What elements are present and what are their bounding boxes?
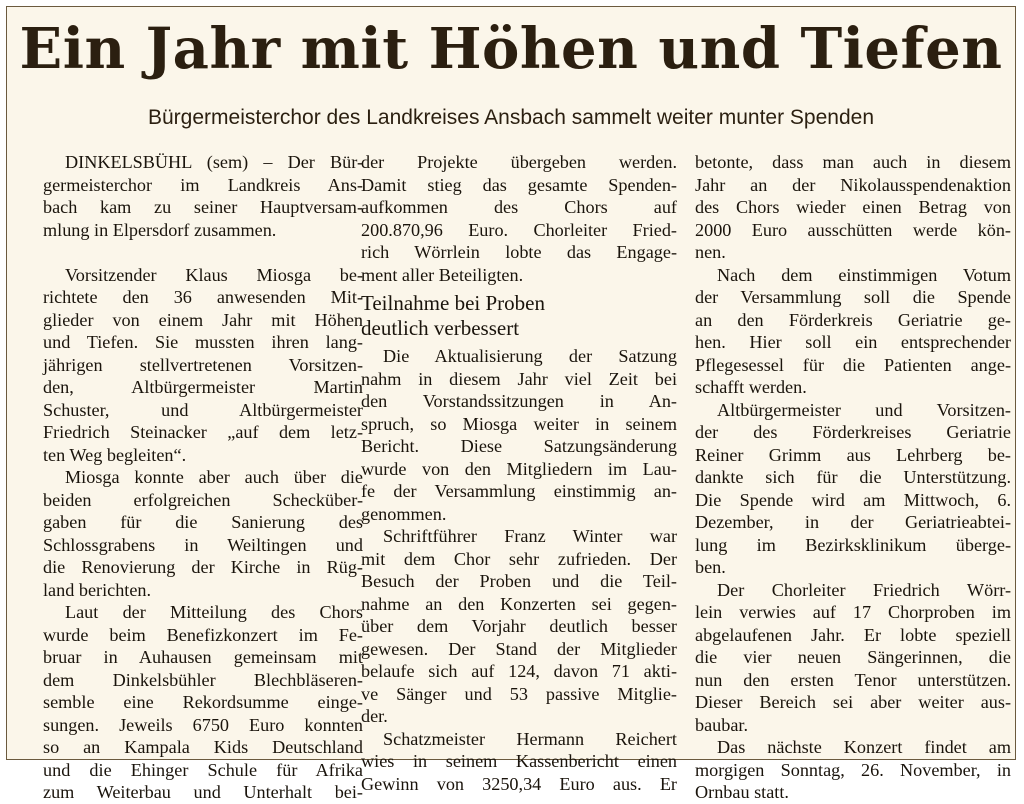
paragraph: Schatzmeister Hermann Reichert wies in seinem Kassenbericht einen Gewinn von 3250,34 Euro aus. Er xyxy=(361,728,677,794)
paragraph: DINKELSBÜHL (sem) – Der Bür- germeisterchor im Landkreis Ans- bach kam zu seiner Hauptversam- mlung in Elpersdorf zusammen. xyxy=(43,152,363,240)
column-3 xyxy=(695,151,1011,804)
paragraph: Das nächste Konzert findet am morgigen Sonntag, 26. November, in Ornbau statt. xyxy=(695,737,1011,802)
section-heading: Teilnahme bei Proben deutlich verbessert xyxy=(361,291,545,340)
paragraph: Schriftführer Franz Winter war mit dem Chor sehr zufrieden. Der Besuch der Proben und die Teil- nahme an den Konzerten sei gegen- über dem Vorjahr deutlich besser gewesen. Der Stand der Mitglieder belaufe sich auf 124, davon 71 akti- ve Sänger und 53 passive Mitglie- der. xyxy=(361,526,677,726)
column-2 xyxy=(361,151,677,795)
newspaper-clipping xyxy=(6,6,1016,802)
paragraph: Der Chorleiter Friedrich Wörr- lein verwies auf 17 Chorproben im abgelaufenen Jahr. Er lobte speziell die vier neuen Sängerinnen, die nun den ersten Tenor unterstützen. Dieser Bereich sei aber weiter aus- baubar. xyxy=(695,579,1011,735)
column-1 xyxy=(43,151,363,804)
paragraph: Nach dem einstimmigen Votum der Versammlung soll die Spende an den Förderkreis Geriatrie ge- hen. Hier soll ein entsprechender Pflegesessel für die Patienten ange- schafft werden. xyxy=(695,264,1011,397)
paragraph-gap xyxy=(43,241,363,264)
paragraph: Miosga konnte aber auch über die beiden erfolgreichen Schecküber- gaben für die Sanierung des Schlossgrabens in Weiltingen und die Renovierung der Kirche in Rüg- land berichten. xyxy=(43,467,363,600)
paragraph: Laut der Mitteilung des Chors wurde beim Benefizkonzert im Fe- bruar in Auhausen gemeinsam mit dem Dinkelsbühler Blechbläseren- semble eine Rekordsumme einge- sungen. Jeweils 6750 Euro konnten so an Kampala Kids Deutschland und die Ehinger Schule für Afrika zum Weiterbau und Unterhalt bei- xyxy=(43,602,363,802)
paragraph: Altbürgermeister und Vorsitzen- der des Förderkreises Geriatrie Reiner Grimm aus Lehrberg be- dankte sich für die Unterstützung. Die Spende wird am Mittwoch, 6. Dezember, in der Geriatrieabtei- lung im Bezirksklinikum überge- ben. xyxy=(695,399,1011,577)
paragraph: Die Aktualisierung der Satzung nahm in diesem Jahr viel Zeit bei den Vorstandssitzungen in An- spruch, so Miosga weiter in seinem Bericht. Diese Satzungsänderung wurde von den Mitgliedern im Lau- fe der Versammlung einstimmig an- genommen. xyxy=(361,346,677,524)
subheadline: Bürgermeisterchor des Landkreises Ansbach sammelt weiter munter Spenden xyxy=(147,106,875,129)
paragraph: betonte, dass man auch in diesem Jahr an der Nikolausspendenaktion des Chors wieder einen Betrag von 2000 Euro ausschütten werde kön- nen. xyxy=(695,152,1011,262)
paragraph: der Projekte übergeben werden. Damit stieg das gesamte Spenden- aufkommen des Chors auf 200.870,96 Euro. Chorleiter Fried- rich Wörrlein lobte das Engage- ment aller Beteiligten. xyxy=(361,152,677,285)
headline: Ein Jahr mit Höhen und Tiefen xyxy=(19,16,1003,82)
paragraph: Vorsitzender Klaus Miosga be- richtete den 36 anwesenden Mit- glieder von einem Jahr mit Höhen und Tiefen. Sie mussten ihren lang- jährigen stellvertretenen Vorsitzen- den, Altbürgermeister Martin Schuster, und Altbürgermeister Friedrich Steinacker „auf dem letz- ten Weg begleiten“. xyxy=(43,264,363,465)
